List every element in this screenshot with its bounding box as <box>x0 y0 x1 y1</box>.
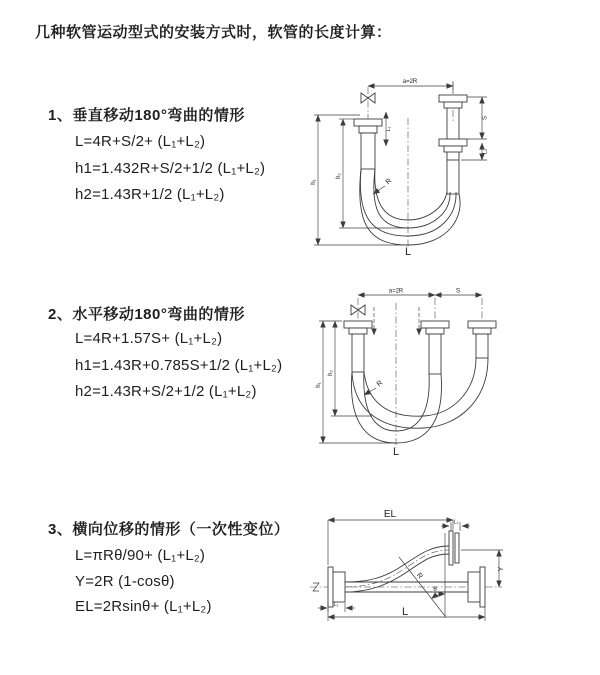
radius-callout <box>364 380 384 395</box>
dim-s <box>435 288 482 296</box>
dim-l1 <box>386 112 392 146</box>
diagram-vertical-180-bend <box>310 72 590 257</box>
page-title: 几种软管运动型式的安装方式时，软管的长度计算： <box>35 24 392 41</box>
diagram-lateral-displacement <box>302 505 594 663</box>
dim-l1-label: L₁ <box>386 126 392 132</box>
section-2-formula-l: L=4R+1.57S+ (L₁+L₂) <box>75 330 223 347</box>
dim-h2-label: h₂ <box>328 370 334 376</box>
diagram-horizontal-180-bend <box>312 283 590 458</box>
radius-label: R <box>414 571 424 581</box>
dim-a2r <box>358 289 435 296</box>
radius-label: R <box>384 177 394 187</box>
section-3-heading: 3、横向位移的情形（一次性变位） <box>48 521 290 538</box>
dim-s-label: S <box>482 115 489 121</box>
section-2-heading: 2、水平移动180°弯曲的情形 <box>48 306 245 323</box>
section-2-formula-h2: h2=1.43R+S/2+1/2 (L₁+L₂) <box>75 383 257 400</box>
length-label: L <box>404 246 412 258</box>
section-2-formula-h1: h1=1.43R+0.785S+1/2 (L₁+L₂) <box>75 357 283 374</box>
section-3-formula-el: EL=2Rsinθ+ (L₁+L₂) <box>75 598 212 615</box>
dim-l2-label: L₂ <box>482 148 489 155</box>
left-flange <box>328 567 345 607</box>
section-1-formula-h2: h2=1.43R+1/2 (L₁+L₂) <box>75 186 225 203</box>
length-label: L <box>392 446 400 458</box>
dim-s-label: S <box>455 287 461 295</box>
left-pipe-flange <box>344 321 372 372</box>
section-3-formula-l: L=πRθ/90+ (L₁+L₂) <box>75 547 206 564</box>
dim-y-label: Y <box>498 566 505 572</box>
length-label: L <box>401 606 409 618</box>
center-axis <box>368 83 453 248</box>
dim-a2r <box>368 79 453 93</box>
middle-pipe-flange <box>421 321 449 374</box>
dim-h2-label: h₂ <box>336 173 342 179</box>
section-3-formula-y: Y=2R (1-cosθ) <box>75 573 175 590</box>
hose-arcs <box>360 169 460 245</box>
upper-flange <box>449 531 459 565</box>
position-arrows <box>374 307 419 335</box>
dim-l1-top-label: L₁ <box>453 519 459 526</box>
dim-el-label: EL <box>383 509 397 520</box>
center-axis <box>358 298 482 448</box>
dim-s <box>467 97 489 139</box>
right-flange <box>468 567 485 607</box>
left-pipe-flange <box>354 119 382 169</box>
section-1-formula-l: L=4R+S/2+ (L₁+L₂) <box>75 133 206 150</box>
hose-arcs <box>351 358 488 443</box>
dim-a2r-label: a=2R <box>402 79 418 85</box>
dim-l1-bottom-label: L₁ <box>333 602 339 608</box>
right-pipe-flange <box>439 95 467 194</box>
dim-l1-top <box>441 520 470 532</box>
dim-l1-bottom <box>318 602 355 612</box>
section-1-heading: 1、垂直移动180°弯曲的情形 <box>48 107 245 124</box>
right-pipe-flange <box>468 321 496 358</box>
dim-h1-label: h₁ <box>311 179 317 185</box>
radius-label: R <box>375 379 385 389</box>
theta-label: θ <box>433 586 437 593</box>
dim-a2r-label: a=2R <box>388 288 404 295</box>
dim-h1-label: h₁ <box>316 382 322 388</box>
section-1-formula-h1: h1=1.432R+S/2+1/2 (L₁+L₂) <box>75 160 266 177</box>
